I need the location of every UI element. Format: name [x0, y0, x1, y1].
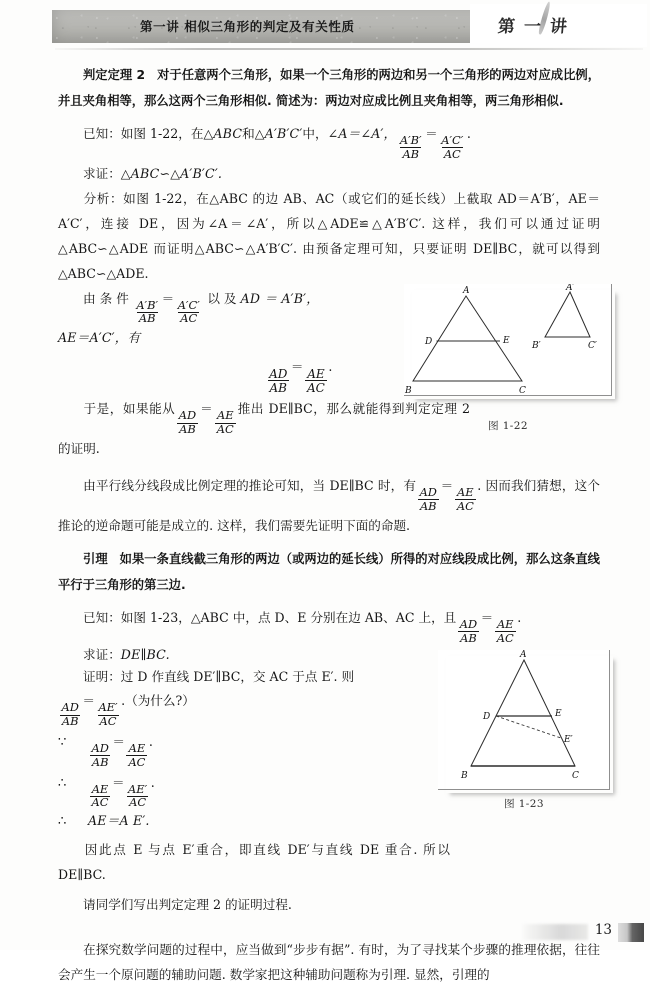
header-underline — [55, 48, 643, 50]
given-triangle-abc: △ABC — [203, 126, 243, 141]
display-eq1-fraction-left: $\frac{AD}{AB}$ — [269, 366, 288, 395]
condition-mid: 以 及 — [207, 290, 237, 306]
lemma-given-paragraph — [0, 605, 650, 645]
fig1-label-Ap: A′ — [566, 284, 575, 293]
theorem-body: 对于任意两个三角形，如果一个三角形的两边和另一个三角形的两边对应成比例，并且夹角相等，那么这两个三角形相似. 简述为：两边对应成比例且夹角相等，两三角形相似. — [58, 68, 600, 108]
page-edge-marker — [618, 923, 644, 942]
because-equals: ＝ — [112, 734, 125, 750]
analysis-label: 分析： — [83, 190, 124, 206]
header-title: 第一讲 相似三角形的判定及有关性质 — [140, 19, 355, 34]
condition-fraction-1: $\frac{A'B'}{AB}$ — [136, 297, 159, 326]
fig1-label-D: D — [425, 337, 433, 347]
proof-fraction-2: $\frac{AE'}{AC}$ — [98, 700, 118, 729]
given-label: 已知： — [83, 126, 121, 141]
then-fraction-2: $\frac{AE}{AC}$ — [216, 408, 234, 437]
header-chapter-chip — [470, 4, 647, 47]
corollary-fraction-2: $\frac{AE}{AC}$ — [456, 485, 474, 513]
page-number: 13 — [594, 922, 612, 938]
fig1-label-B: B — [405, 386, 412, 396]
therefore-line-2 — [0, 809, 650, 834]
request-text: 请同学们写出判定定理 2 的证明过程. — [83, 897, 292, 913]
analysis-body: 如图 1-22，在△ABC 的边 AB、AC（或它们的延长线）上截取 AD＝A′B′，AE＝A′C′，连接 DE，因为∠A＝∠A′，所以△ADE≌△A′B′C′. 这样，我们可以通过证明△ABC∽△ADE 而证明△ABC∽△A′B′C′. 由预备定理可知，只要证明 DE∥BC，就可以得到△ABC∽△ADE. — [58, 190, 601, 281]
therefore-symbol-icon-2: ∴ — [58, 814, 67, 830]
given-triangle-abc-prime: △A′B′C′ — [254, 126, 303, 141]
lemma-given-fraction-1: $\frac{AD}{AB}$ — [459, 616, 478, 645]
lemma-prove-paragraph — [0, 644, 650, 666]
lemma-body: 如果一条直线截三角形的两边（或两边的延长线）所得的对应线段成比例，那么这条直线平行于三角形的第三边. — [58, 551, 600, 592]
therefore1-fraction-2: $\frac{AE'}{AC}$ — [128, 781, 148, 810]
condition-equals: ＝ — [161, 290, 175, 306]
therefore1-fraction-1: $\frac{AE}{AC}$ — [91, 781, 109, 810]
given-text-a: 如图 1-22，在 — [120, 126, 204, 141]
therefore1-equals: ＝ — [111, 774, 125, 790]
display-eq1-end: . — [328, 359, 333, 375]
then-text-b: 推出 DE∥BC，那么就能得到判定定理 2 的证明. — [58, 401, 471, 457]
fig1-label-Cp: C′ — [588, 341, 597, 351]
fig1-label-Bp: B′ — [532, 341, 541, 351]
fig1-label-C: C — [519, 386, 526, 396]
therefore2-statement: AE＝A E′. — [88, 813, 150, 829]
given-fraction-1: $\frac{A'B'}{AB}$ — [399, 132, 422, 161]
display-equation-1 — [0, 354, 650, 394]
display-eq1-equals: ＝ — [290, 359, 304, 375]
lemma-given-text: 如图 1-23，△ABC 中，点 D、E 分别在边 AB、AC 上，且 — [120, 609, 457, 625]
lemma-given-end: . — [517, 609, 522, 625]
lemma-given-equals: ＝ — [480, 609, 494, 625]
therefore-symbol-icon: ∴ — [58, 775, 67, 791]
proof-equals: ＝ — [82, 693, 95, 709]
given-fraction-2: $\frac{A'C'}{AC}$ — [441, 132, 464, 161]
fig2-label-C: C — [572, 771, 579, 781]
lemma-proof-label: 证明： — [83, 669, 121, 685]
lemma-prove-statement: DE∥BC. — [120, 647, 170, 663]
closing-text: 在探究数学问题的过程中，应当做到“步步有据”. 有时，为了寻找某个步骤的推理依据，往往会产生一个原问题的辅助问题. 数学家把这种辅助问题称为引理. 显然，引理的 — [58, 942, 600, 983]
lemma-paragraph — [0, 546, 650, 598]
corollary-text-a: 由平行线分线段成比例定理的推论可知，当 DE∥BC 时，有 — [83, 478, 417, 494]
header-chip-label: 第一讲 — [496, 17, 577, 37]
lemma-proof-text: 过 D 作直线 DE′∥BC，交 AC 于点 E′. 则 — [120, 669, 355, 685]
condition-ad: AD ＝ A′B′， — [240, 290, 320, 306]
prove-label: 求证： — [83, 165, 121, 181]
page-header — [0, 0, 650, 52]
fig2-label-B: B — [461, 771, 468, 781]
conclusion-paragraph — [0, 837, 650, 887]
then-fraction-1: $\frac{AD}{AB}$ — [178, 408, 197, 437]
theorem-label: 判定定理 2 — [83, 68, 146, 82]
then-equals: ＝ — [199, 401, 214, 417]
proof-equation-paragraph — [0, 688, 650, 728]
therefore1-end: . — [150, 774, 155, 790]
because-line — [0, 728, 650, 769]
theorem-paragraph — [0, 62, 650, 114]
fig2-label-E: E — [555, 709, 562, 719]
condition-ae: AE＝A′C′，有 — [58, 330, 141, 346]
analysis-paragraph — [0, 186, 650, 286]
corollary-equals: ＝ — [440, 478, 454, 494]
proof-fraction-1: $\frac{AD}{AB}$ — [61, 700, 79, 729]
display-eq1-fraction-right: $\frac{AE}{AC}$ — [307, 366, 325, 395]
because-symbol-icon: ∵ — [58, 735, 67, 751]
because-end: . — [148, 734, 153, 750]
lemma-given-label: 已知： — [83, 609, 121, 625]
lemma-label: 引理 — [83, 551, 108, 566]
fig2-label-A: A — [520, 650, 527, 660]
condition-lead: 由 条 件 — [83, 290, 129, 306]
fig2-label-D: D — [483, 712, 491, 722]
given-text-c: 中， — [302, 126, 328, 141]
condition-fraction-2: $\frac{A'C'}{AC}$ — [177, 297, 200, 326]
fig1-label-E: E — [503, 336, 510, 346]
then-paragraph — [0, 396, 650, 461]
lemma-proof-paragraph — [0, 666, 650, 688]
corollary-text-b: . 因而我们猜想，这个推论的逆命题可能是成立的. 这样，我们需要先证明下面的命题. — [58, 478, 601, 533]
figure-1-23-caption: 图 1-23 — [504, 798, 544, 810]
because-fraction-1: $\frac{AD}{AB}$ — [91, 740, 109, 769]
lemma-prove-label: 求证： — [83, 647, 121, 663]
closing-paragraph — [0, 937, 650, 987]
fig2-label-Ep: E′ — [564, 735, 573, 745]
fig1-label-A: A — [463, 286, 470, 296]
given-period: . — [466, 126, 471, 141]
conclusion-text: 因此点 E 与点 E′重合，即直线 DE′与直线 DE 重合. 所以 DE∥BC. — [58, 842, 450, 883]
therefore-line-1 — [0, 769, 650, 810]
proof-why: .（为什么?） — [121, 693, 195, 709]
given-text-b: 和 — [242, 126, 255, 141]
condition-paragraph — [0, 286, 650, 351]
request-paragraph — [0, 892, 650, 917]
given-angle-equality: ∠A＝∠A′， — [327, 126, 397, 141]
page-footer-smudge — [522, 924, 588, 940]
corollary-paragraph — [0, 473, 650, 538]
lemma-given-fraction-2: $\frac{AE}{AC}$ — [496, 616, 514, 645]
figure-1-22-caption: 图 1-22 — [488, 420, 528, 432]
because-fraction-2: $\frac{AE}{AC}$ — [128, 740, 146, 769]
given-paragraph — [0, 121, 650, 161]
corollary-fraction-1: $\frac{AD}{AB}$ — [419, 485, 437, 513]
given-equals: ＝ — [425, 126, 438, 141]
prove-paragraph — [0, 161, 650, 186]
page-body — [0, 62, 650, 987]
prove-statement: △ABC∽△A′B′C′. — [120, 165, 223, 181]
then-text-a: 于是，如果能从 — [83, 401, 176, 417]
